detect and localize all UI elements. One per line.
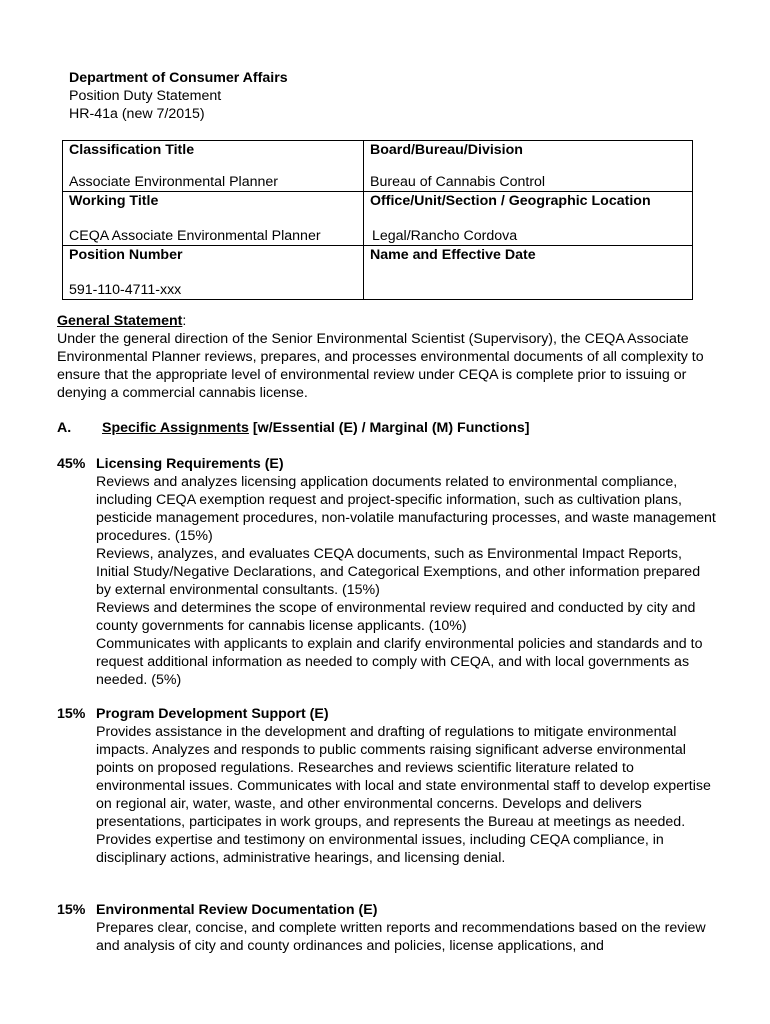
- general-statement: General Statement: Under the general direction of the Senior Environmental Scientist (Supervisory), the CEQA Associate Environmental Planner reviews, prepares, and processes environmental documents of all complexity to ensure that the appropriate level of environmental review under CEQA is complete prior to issuing or denying a commercial cannabis license.: [57, 312, 717, 402]
- assignment-block: [57, 901, 717, 955]
- document-title: Position Duty Statement: [69, 88, 222, 104]
- assignment-percent: 45%: [57, 456, 86, 472]
- working-title-value: CEQA Associate Environmental Planner: [69, 228, 321, 244]
- assignment-paragraph: Prepares clear, concise, and complete written reports and recommendations based on the review and analysis of city and county ordinances and policies, license applications, and: [96, 920, 706, 954]
- section-a-suffix: [w/Essential (E) / Marginal (M) Functions]: [248, 420, 530, 436]
- board-value: Bureau of Cannabis Control: [370, 174, 546, 190]
- classification-cell: [63, 141, 364, 192]
- assignment-paragraph: Reviews and analyzes licensing application documents related to environmental compliance, including CEQA exemption request and project-specific information, such as cultivation plans, pesticide management procedures, non-volatile manufacturing processes, and waste management procedures. (15%): [96, 474, 716, 544]
- assignment-paragraph: Reviews, analyzes, and evaluates CEQA documents, such as Environmental Impact Reports, Initial Study/Negative Declarations, and Categorical Exemptions, and other information prepared by external environmental consultants. (15%): [96, 546, 701, 598]
- assignment-heading: Licensing Requirements (E): [96, 456, 284, 472]
- general-statement-title: General Statement: [57, 313, 183, 329]
- classification-label: Classification Title: [69, 142, 195, 158]
- assignment-percent: 15%: [57, 902, 86, 918]
- form-number: HR-41a (new 7/2015): [69, 106, 205, 122]
- assignment-paragraph: Reviews and determines the scope of environmental review required and conducted by city and county governments for cannabis license applicants. (10%): [96, 600, 696, 634]
- office-value: Legal/Rancho Cordova: [372, 228, 518, 244]
- working-title-label: Working Title: [69, 193, 159, 209]
- assignment-heading: Program Development Support (E): [96, 706, 329, 722]
- document-header: [69, 69, 288, 123]
- assignment-paragraph: Communicates with applicants to explain and clarify environmental policies and standards and to request additional information as needed to comply with CEQA, and with local governments as needed. (5%): [96, 636, 703, 688]
- section-a-letter: A.: [57, 420, 72, 436]
- assignment-heading: Environmental Review Documentation (E): [96, 902, 378, 918]
- department-name: Department of Consumer Affairs: [69, 70, 288, 86]
- office-label: Office/Unit/Section / Geographic Location: [370, 193, 651, 209]
- position-number-cell: [63, 246, 364, 300]
- assignment-block: [57, 705, 717, 867]
- general-statement-text: Under the general direction of the Senior Environmental Scientist (Supervisory), the CEQA Associate Environmental Planner reviews, prepares, and processes environmental documents of all complexity to ensure that the appropriate level of environmental review under CEQA is complete prior to issuing or denying a commercial cannabis license.: [57, 331, 704, 401]
- classification-value: Associate Environmental Planner: [69, 174, 278, 190]
- section-a-title: Specific Assignments: [102, 420, 249, 436]
- position-info-table: [62, 140, 693, 300]
- section-a-heading: [57, 419, 530, 437]
- assignment-block: [57, 455, 717, 689]
- position-number-value: 591-110-4711-xxx: [69, 282, 182, 298]
- office-cell: [364, 192, 693, 246]
- assignment-paragraph: Provides assistance in the development and drafting of regulations to mitigate environmental impacts. Analyzes and responds to public comments raising significant adverse environmental points on proposed regulations. Researches and reviews scientific literature related to environmental issues. Communicates with local and state environmental staff to develop expertise on regional air, water, waste, and other environmental concerns. Develops and delivers presentations, participates in work groups, and represents the Bureau at meetings as needed. Provides expertise and testimony on environmental issues, including CEQA compliance, in disciplinary actions, administrative hearings, and licensing denial.: [96, 724, 711, 866]
- position-number-label: Position Number: [69, 247, 183, 263]
- assignment-percent: 15%: [57, 706, 86, 722]
- board-label: Board/Bureau/Division: [370, 142, 523, 158]
- name-date-cell: [364, 246, 693, 300]
- name-date-label: Name and Effective Date: [370, 247, 536, 263]
- working-title-cell: [63, 192, 364, 246]
- board-cell: [364, 141, 693, 192]
